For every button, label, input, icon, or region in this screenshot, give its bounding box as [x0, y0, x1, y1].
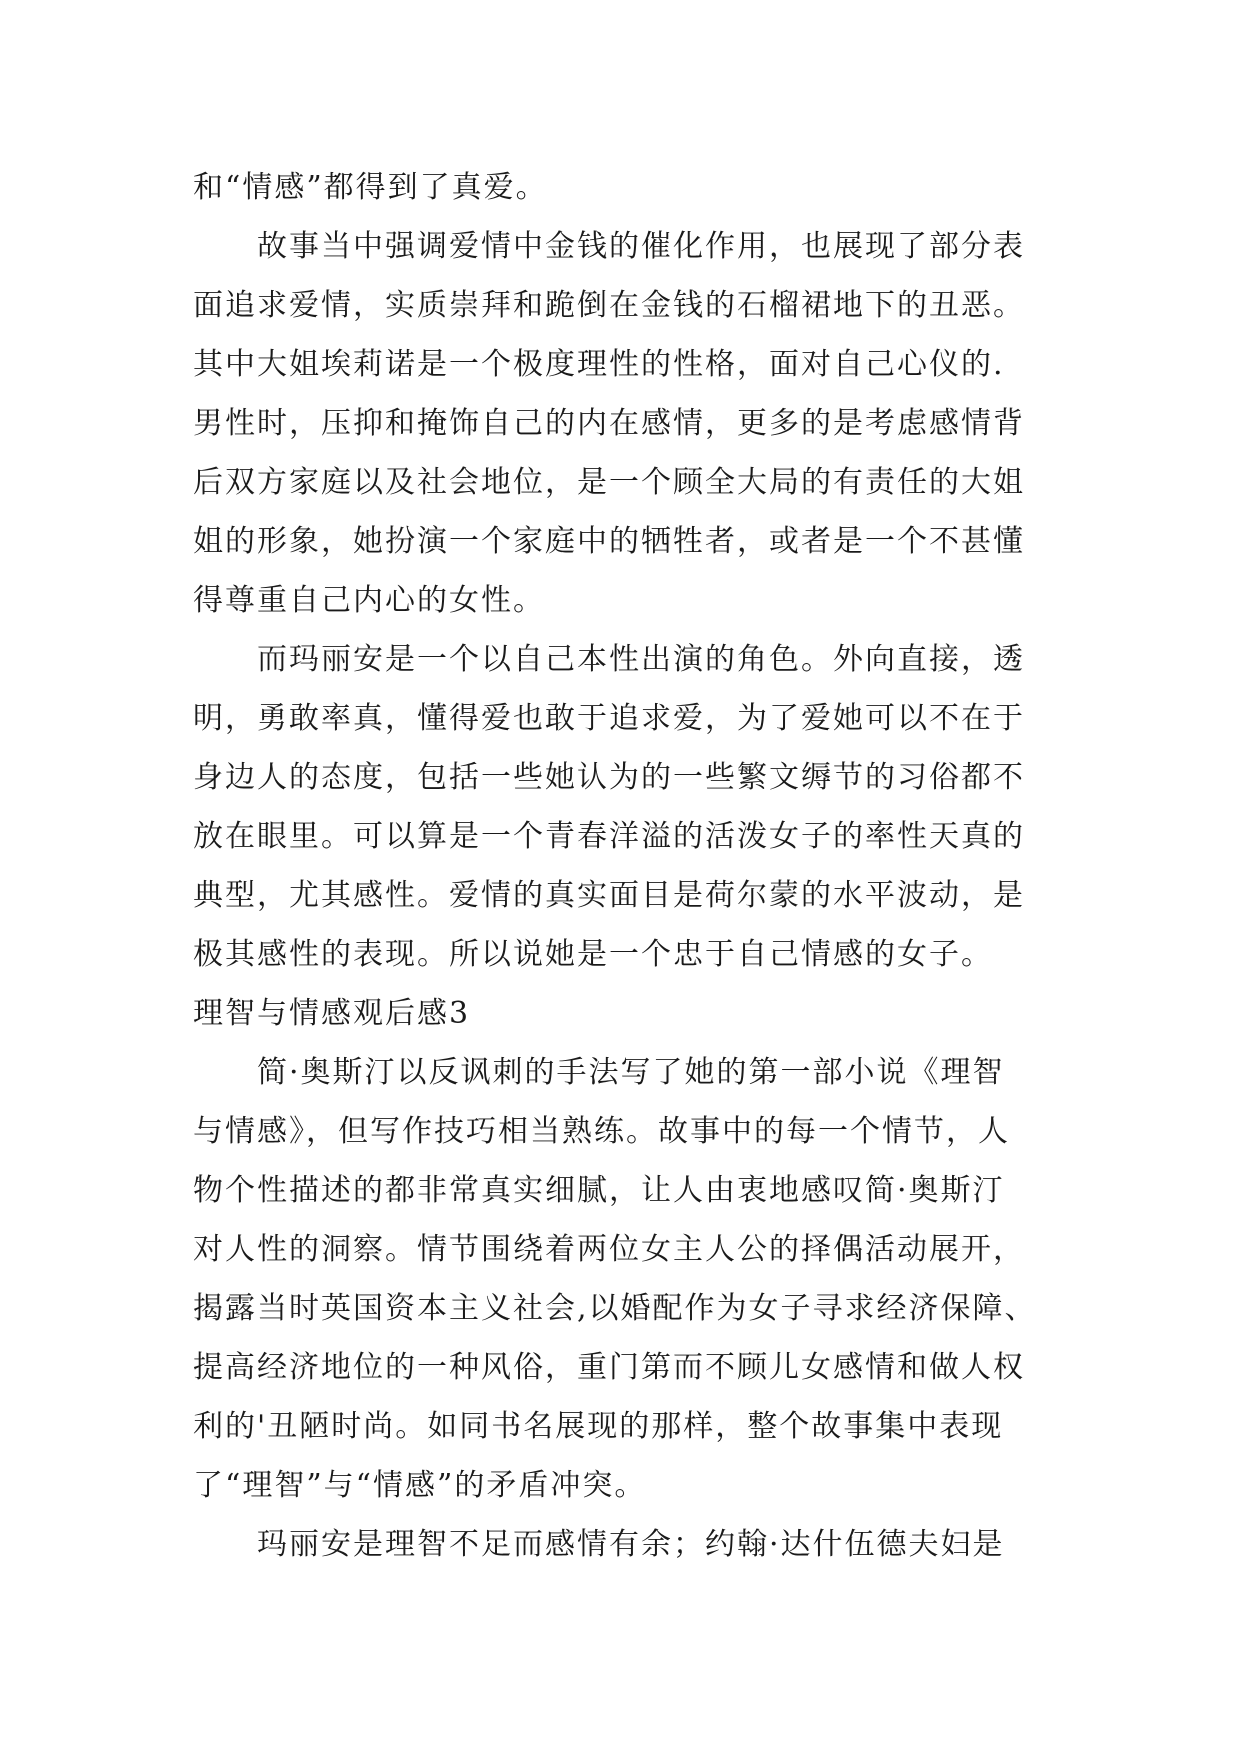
text-line: 得尊重自己内心的女性。: [193, 583, 545, 618]
section-heading: 理智与情感观后感3: [193, 996, 471, 1031]
text-line: 姐的形象，她扮演一个家庭中的牺牲者，或者是一个不甚懂: [193, 524, 1025, 559]
text-line: 与情感》，但写作技巧相当熟练。故事中的每一个情节，人: [193, 1114, 1010, 1149]
text-line: 其中大姐埃莉诺是一个极度理性的性格，面对自己心仪的.: [193, 347, 1005, 382]
document-body: [193, 158, 1073, 1574]
text-line: 对人性的洞察。情节围绕着两位女主人公的择偶活动展开，: [193, 1232, 1025, 1267]
text-line: 身边人的态度，包括一些她认为的一些繁文缛节的习俗都不: [193, 760, 1025, 795]
text-line: 揭露当时英国资本主义社会,以婚配作为女子寻求经济保障、: [193, 1291, 1037, 1326]
text-line: 后双方家庭以及社会地位，是一个顾全大局的有责任的大姐: [193, 465, 1025, 500]
text-line: 和“情感”都得到了真爱。: [193, 170, 548, 205]
paragraph-start-line: 而玛丽安是一个以自己本性出演的角色。外向直接，透: [257, 642, 1025, 677]
text-line: 面追求爱情，实质崇拜和跪倒在金钱的石榴裙地下的丑恶。: [193, 288, 1025, 323]
text-line: 利的'丑陋时尚。如同书名展现的那样，整个故事集中表现: [193, 1409, 1004, 1444]
paragraph-start-line: 玛丽安是理智不足而感情有余；约翰·达什伍德夫妇是: [257, 1527, 1005, 1562]
text-line: 提高经济地位的一种风俗，重门第而不顾儿女感情和做人权: [193, 1350, 1025, 1385]
text-line: 典型，尤其感性。爱情的真实面目是荷尔蒙的水平波动，是: [193, 878, 1025, 913]
paragraph-start-line: 故事当中强调爱情中金钱的催化作用，也展现了部分表: [257, 229, 1025, 264]
text-line: 了“理智”与“情感”的矛盾冲突。: [193, 1468, 647, 1503]
text-line: 物个性描述的都非常真实细腻，让人由衷地感叹简·奥斯汀: [193, 1173, 1005, 1208]
text-line: 极其感性的表现。所以说她是一个忠于自己情感的女子。: [193, 937, 993, 972]
text-line: 放在眼里。可以算是一个青春洋溢的活泼女子的率性天真的: [193, 819, 1025, 854]
text-line: 男性时，压抑和掩饰自己的内在感情，更多的是考虑感情背: [193, 406, 1025, 441]
text-line: 明，勇敢率真，懂得爱也敢于追求爱，为了爱她可以不在于: [193, 701, 1025, 736]
paragraph-start-line: 简·奥斯汀以反讽刺的手法写了她的第一部小说《理智: [257, 1055, 1005, 1090]
